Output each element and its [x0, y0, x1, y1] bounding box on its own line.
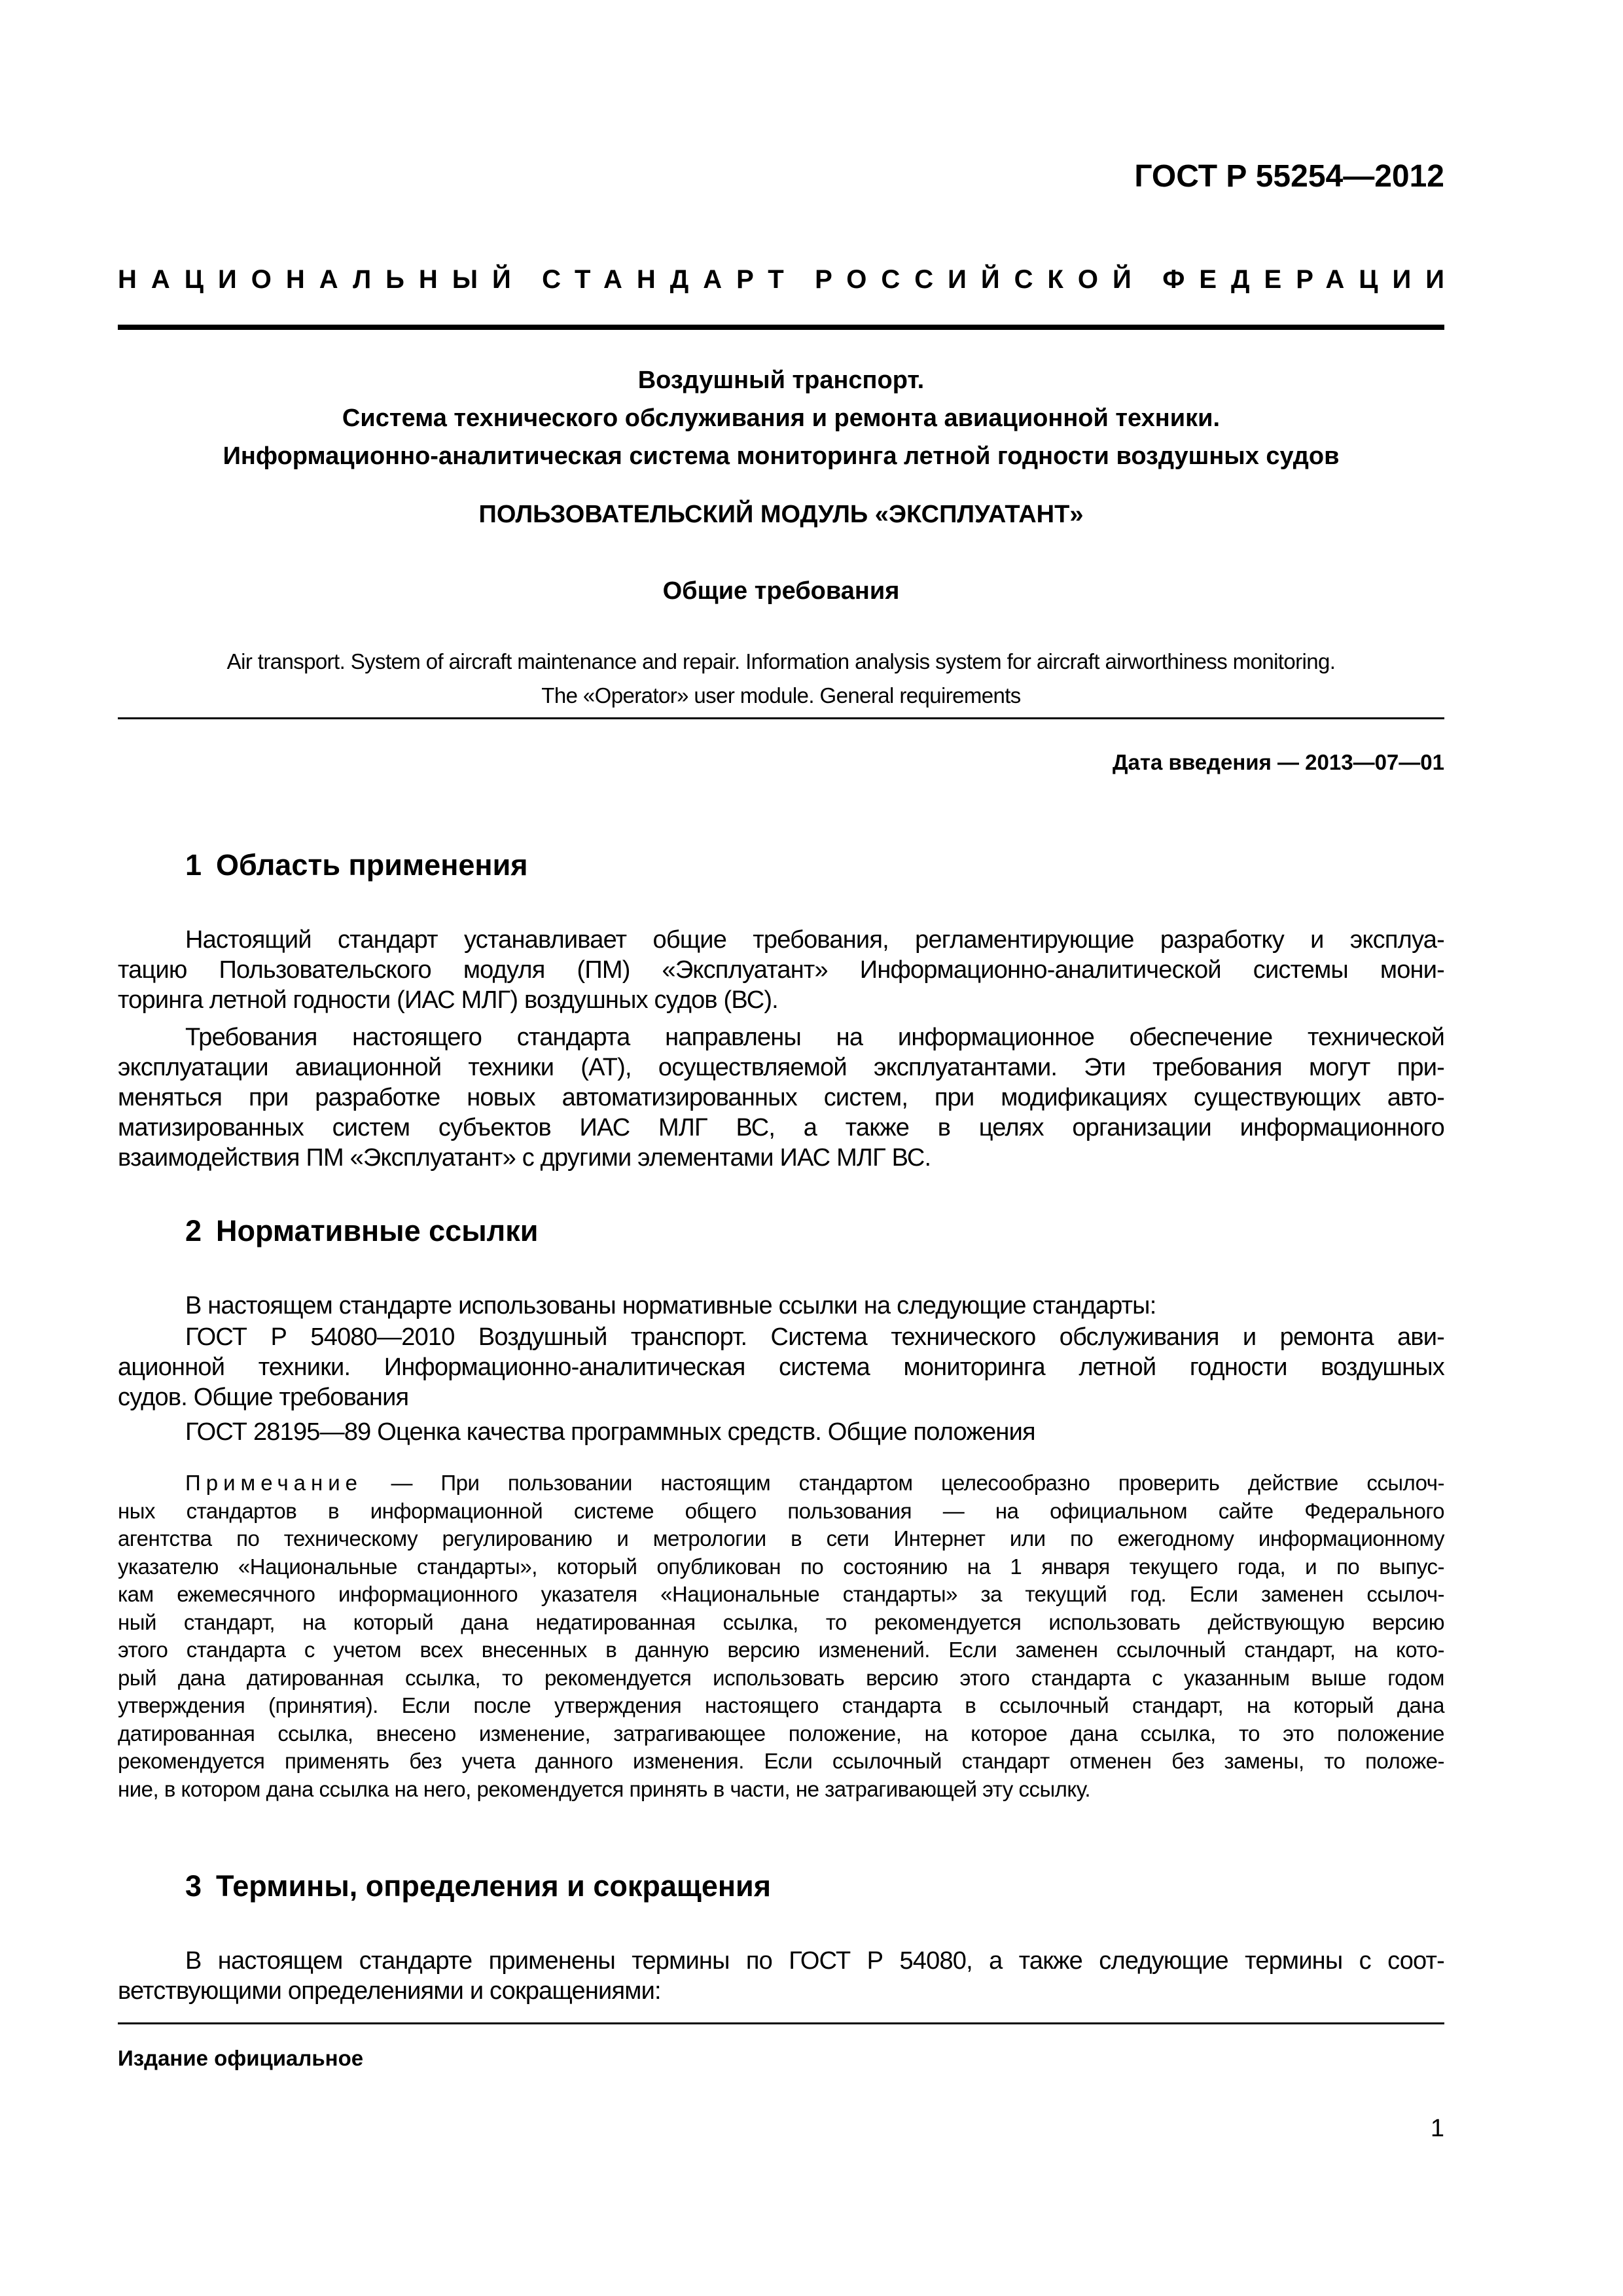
- text-line: В настоящем стандарте применены термины по ГОСТ Р 54080, а также следующие термины с соот-: [185, 1947, 1444, 1975]
- section-3-heading: [185, 1869, 771, 1903]
- section-1-heading: [185, 848, 528, 882]
- english-title: [118, 645, 1444, 713]
- section-number: 1: [185, 848, 202, 882]
- text-line: тацию Пользовательского модуля (ПМ) «Эксплуатант» Информационно-аналитической системы мони-: [118, 956, 1444, 984]
- page-number: 1: [1430, 2115, 1444, 2142]
- reference-1: [118, 1322, 1444, 1412]
- module-title: ПОЛЬЗОВАТЕЛЬСКИЙ МОДУЛЬ «ЭКСПЛУАТАНТ»: [478, 501, 1084, 528]
- section-1-paragraph-1: [118, 925, 1444, 1015]
- banner-word: ФЕДЕРАЦИИ: [1162, 265, 1459, 294]
- text-line: агентства по техническому регулированию и метрологии в сети Интернет или по ежегодному информационному: [118, 1526, 1444, 1551]
- text-line: торинга летной годности (ИАС МЛГ) воздушных судов (ВС).: [118, 986, 778, 1014]
- banner-word: НАЦИОНАЛЬНЫЙ: [118, 265, 526, 294]
- document-title: [118, 361, 1444, 475]
- text-line: этого стандарта с учетом всех внесенных в данную версию изменений. Если заменен ссылочный стандарт, на кото-: [118, 1638, 1444, 1662]
- title-line: Информационно-аналитическая система мониторинга летной годности воздушных судов: [223, 442, 1340, 470]
- text-line: ационной техники. Информационно-аналитическая система мониторинга летной годности воздушных: [118, 1354, 1444, 1381]
- banner-word: СТАНДАРТ: [542, 265, 798, 294]
- section-title: Термины, определения и сокращения: [216, 1869, 771, 1903]
- note-first-line: [118, 1469, 1444, 1498]
- section-number: 3: [185, 1869, 202, 1903]
- title-line: Воздушный транспорт.: [637, 367, 925, 394]
- section-3-paragraph-1: [118, 1946, 1444, 2006]
- section-number: 2: [185, 1214, 202, 1247]
- introduction-date: Дата введения — 2013—07—01: [1113, 750, 1444, 774]
- national-standard-banner: [118, 265, 1459, 295]
- header-divider: [118, 325, 1444, 330]
- footer-divider: [118, 2022, 1444, 2024]
- title-divider: [118, 717, 1444, 719]
- section-2-heading: [185, 1214, 538, 1248]
- note-label: Примечание: [185, 1471, 363, 1495]
- english-title-line: The «Operator» user module. General requirements: [541, 683, 1021, 708]
- text-line: матизированных систем субъектов ИАС МЛГ ВС, а также в целях организации информационного: [118, 1114, 1444, 1141]
- reference-note: [118, 1469, 1444, 1803]
- text-line: В настоящем стандарте использованы нормативные ссылки на следующие стандарты:: [185, 1292, 1156, 1319]
- section-1-paragraph-2: [118, 1022, 1444, 1173]
- text-line: указателю «Национальные стандарты», который опубликован по состоянию на 1 января текущего года, и по выпус-: [118, 1554, 1444, 1579]
- reference-2: [118, 1417, 1444, 1447]
- section-title: Область применения: [216, 848, 528, 882]
- official-edition-label: Издание официальное: [118, 2046, 364, 2070]
- text-line: судов. Общие требования: [118, 1384, 409, 1411]
- english-title-line: Air transport. System of aircraft maintenance and repair. Information analysis system for aircraft airworthiness monitoring.: [226, 649, 1336, 673]
- text-line: датированная ссылка, внесено изменение, затрагивающее положение, на которое дана ссылка, то это положение: [118, 1721, 1444, 1746]
- section-2-intro: [118, 1291, 1444, 1321]
- text-line: кам ежемесячного информационного указателя «Национальные стандарты» за текущий год. Если заменен ссылоч-: [118, 1582, 1444, 1606]
- note-text: — При пользовании настоящим стандартом целесообразно проверить действие ссылоч-: [363, 1471, 1444, 1495]
- text-line: ный стандарт, на который дана недатированная ссылка, то рекомендуется использовать действующую версию: [118, 1609, 1444, 1634]
- text-line: ветствующими определениями и сокращениями:: [118, 1977, 661, 2005]
- text-line: эксплуатации авиационной техники (АТ), осуществляемой эксплуатантами. Эти требования могут при-: [118, 1054, 1444, 1081]
- text-line: взаимодействия ПМ «Эксплуатант» с другими элементами ИАС МЛГ ВС.: [118, 1144, 931, 1172]
- title-line: Система технического обслуживания и ремонта авиационной техники.: [342, 404, 1221, 432]
- text-line: Настоящий стандарт устанавливает общие требования, регламентирующие разработку и эксплуа-: [185, 926, 1444, 954]
- text-line: рый дана датированная ссылка, то рекомендуется использовать версию этого стандарта с указанным выше годом: [118, 1665, 1444, 1690]
- section-title: Нормативные ссылки: [216, 1214, 539, 1247]
- text-line: меняться при разработке новых автоматизированных систем, при модификациях существующих авто-: [118, 1084, 1444, 1111]
- text-line: ГОСТ Р 54080—2010 Воздушный транспорт. Система технического обслуживания и ремонта ави-: [185, 1323, 1444, 1351]
- standard-number: ГОСТ Р 55254—2012: [1134, 159, 1444, 194]
- document-subtitle: Общие требования: [662, 577, 900, 605]
- text-line: рекомендуется применять без учета данного изменения. Если ссылочный стандарт отменен без замены, то положе-: [118, 1749, 1444, 1773]
- text-line: Требования настоящего стандарта направлены на информационное обеспечение технической: [185, 1024, 1444, 1051]
- banner-word: РОССИЙСКОЙ: [815, 265, 1146, 294]
- text-line: ных стандартов в информационной системе общего пользования — на официальном сайте Федерального: [118, 1498, 1444, 1523]
- text-line: ГОСТ 28195—89 Оценка качества программных средств. Общие положения: [185, 1418, 1035, 1446]
- text-line: ние, в котором дана ссылка на него, рекомендуется принять в части, не затрагивающей эту ссылку.: [118, 1776, 1091, 1801]
- text-line: утверждения (принятия). Если после утверждения настоящего стандарта в ссылочный стандарт, на который дана: [118, 1693, 1444, 1717]
